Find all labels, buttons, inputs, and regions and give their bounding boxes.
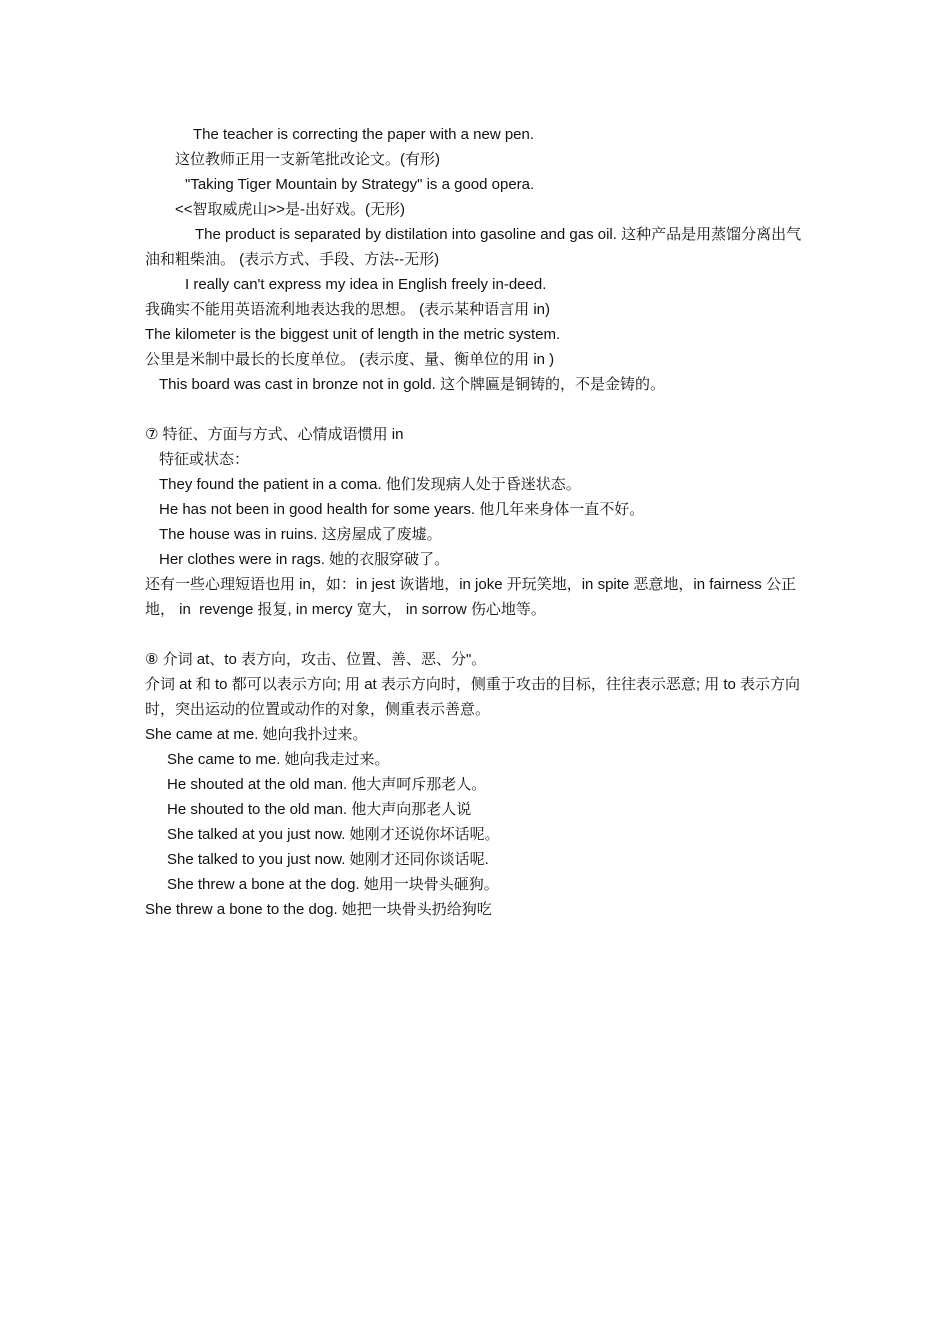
subheading: 特征或状态：	[159, 451, 250, 468]
example-sentence: The kilometer is the biggest unit of length in the metric system.	[145, 326, 561, 343]
section-heading: ⑦ 特征、方面与方式、心情成语惯用 in	[145, 426, 404, 443]
translation-line: 我确实不能用英语流利地表达我的思想。 (表示某种语言用 in)	[145, 301, 551, 318]
example-sentence: She threw a bone to the dog. 她把一块骨头扔给狗吃	[145, 901, 492, 918]
example-sentence: The house was in ruins. 这房屋成了废墟。	[159, 526, 442, 543]
example-sentence: Her clothes were in rags. 她的衣服穿破了。	[159, 551, 450, 568]
example-sentence: He shouted to the old man. 他大声向那老人说	[167, 801, 472, 818]
document-body	[145, 122, 810, 922]
example-sentence: She threw a bone at the dog. 她用一块骨头砸狗。	[167, 876, 499, 893]
example-sentence: I really can't express my idea in English freely in-deed.	[185, 276, 547, 293]
body-paragraph: 还有一些心理短语也用 in，如：in jest 诙谐地，in joke 开玩笑地，in spite 恶意地，in fairness 公正地， in revenge 报复, in mercy 宽大， in sorrow 伤心地等。	[145, 576, 796, 618]
translation-line: <<智取威虎山>>是-出好戏。(无形)	[175, 201, 406, 218]
example-sentence: This board was cast in bronze not in gold. 这个牌匾是铜铸的，不是金铸的。	[159, 376, 665, 393]
body-paragraph: 介词 at 和 to 都可以表示方向; 用 at 表示方向时，侧重于攻击的目标，往往表示恶意; 用 to 表示方向时，突出运动的位置或动作的对象，侧重表示善意。	[145, 676, 801, 718]
translation-line: 公里是米制中最长的长度单位。 (表示度、量、衡单位的用 in )	[145, 351, 555, 368]
example-sentence: She came to me. 她向我走过来。	[167, 751, 390, 768]
example-sentence: They found the patient in a coma. 他们发现病人处于昏迷状态。	[159, 476, 581, 493]
example-sentence: "Taking Tiger Mountain by Strategy" is a good opera.	[185, 176, 535, 193]
blank-line	[145, 397, 810, 422]
example-sentence: He shouted at the old man. 他大声呵斥那老人。	[167, 776, 487, 793]
blank-line	[145, 622, 810, 647]
section-heading: ⑧ 介词 at、to 表方向，攻击、位置、善、恶、分"。	[145, 651, 487, 668]
example-sentence: She came at me. 她向我扑过来。	[145, 726, 368, 743]
example-sentence: She talked to you just now. 她刚才还同你谈话呢.	[167, 851, 489, 868]
translation-line: 这位教师正用一支新笔批改论文。(有形)	[175, 151, 440, 168]
example-paragraph: The product is separated by distilation into gasoline and gas oil. 这种产品是用蒸馏分离出气油和粗柴油。 (表示方式、手段、方法--无形)	[145, 226, 802, 268]
example-sentence: He has not been in good health for some years. 他几年来身体一直不好。	[159, 501, 645, 518]
example-sentence: She talked at you just now. 她刚才还说你坏话呢。	[167, 826, 500, 843]
example-sentence: The teacher is correcting the paper with a new pen.	[193, 126, 535, 143]
